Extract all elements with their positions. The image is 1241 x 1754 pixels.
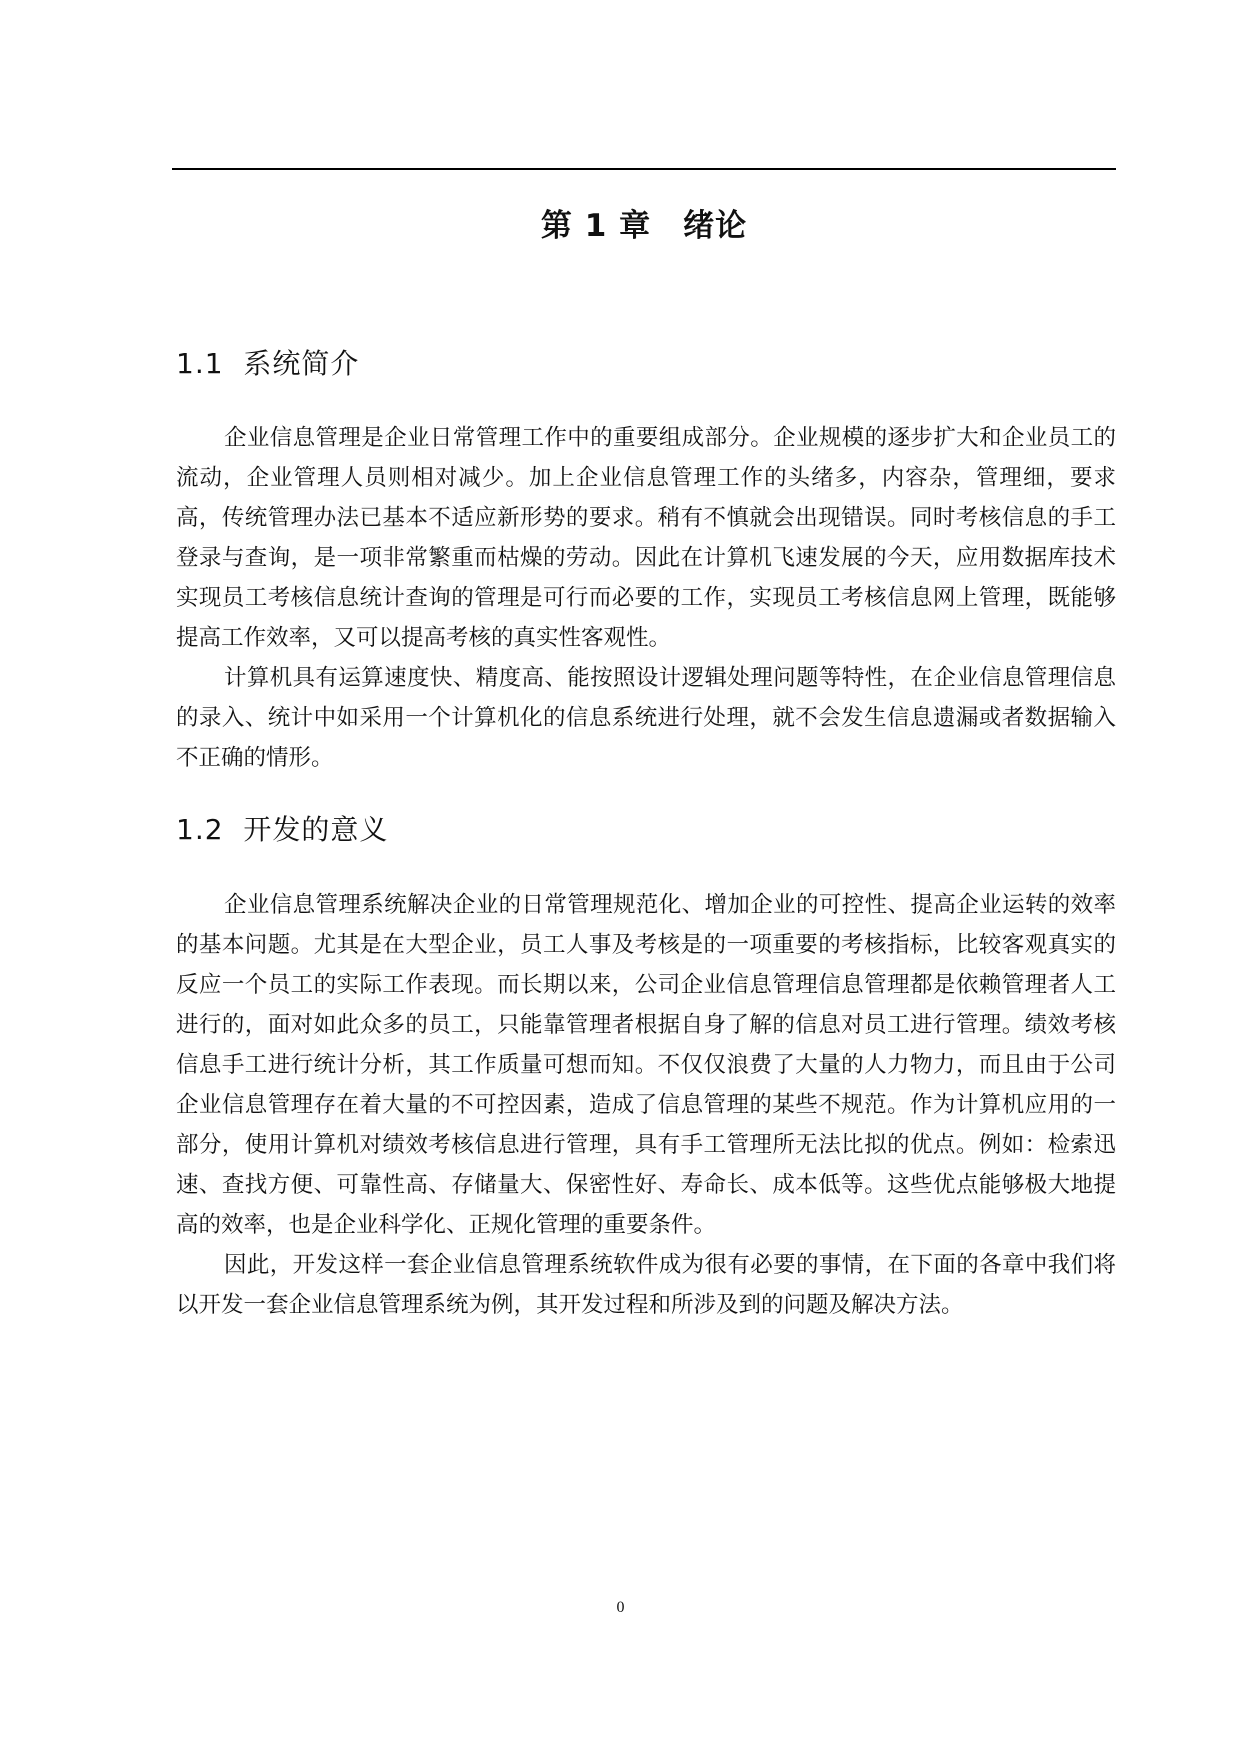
paragraph: 企业信息管理是企业日常管理工作中的重要组成部分。企业规模的逐步扩大和企业员工的流动，企业管理人员则相对减少。加上企业信息管理工作的头绪多，内容杂，管理细，要求高，传统管理办法已基本不适应新形势的要求。稍有不慎就会出现错误。同时考核信息的手工登录与查询，是一项非常繁重而枯燥的劳动。因此在计算机飞速发展的今天，应用数据库技术实现员工考核信息统计查询的管理是可行而必要的工作，实现员工考核信息网上管理，既能够提高工作效率，又可以提高考核的真实性客观性。 — [176, 425, 1116, 651]
section-body-1-1 — [176, 418, 1116, 778]
section-heading-1-1: 1.1 系统简介 — [176, 347, 360, 380]
paragraph: 因此，开发这样一套企业信息管理系统软件成为很有必要的事情，在下面的各章中我们将以开发一套企业信息管理系统为例，其开发过程和所涉及到的问题及解决方法。 — [176, 1252, 1116, 1318]
paragraph: 企业信息管理系统解决企业的日常管理规范化、增加企业的可控性、提高企业运转的效率的基本问题。尤其是在大型企业，员工人事及考核是的一项重要的考核指标，比较客观真实的反应一个员工的实际工作表现。而长期以来，公司企业信息管理信息管理都是依赖管理者人工进行的，面对如此众多的员工，只能靠管理者根据自身了解的信息对员工进行管理。绩效考核信息手工进行统计分析，其工作质量可想而知。不仅仅浪费了大量的人力物力，而且由于公司企业信息管理存在着大量的不可控因素，造成了信息管理的某些不规范。作为计算机应用的一部分，使用计算机对绩效考核信息进行管理，具有手工管理所无法比拟的优点。例如：检索迅速、查找方便、可靠性高、存储量大、保密性好、寿命长、成本低等。这些优点能够极大地提高的效率，也是企业科学化、正规化管理的重要条件。 — [176, 892, 1116, 1238]
section-heading-1-2: 1.2 开发的意义 — [176, 813, 389, 846]
paragraph: 计算机具有运算速度快、精度高、能按照设计逻辑处理问题等特性，在企业信息管理信息的录入、统计中如采用一个计算机化的信息系统进行处理，就不会发生信息遗漏或者数据输入不正确的情形。 — [176, 665, 1116, 771]
header-rule — [172, 168, 1116, 170]
chapter-title: 第 1 章 绪论 — [540, 208, 748, 244]
section-body-1-2 — [176, 885, 1116, 1325]
page-number: 0 — [616, 1599, 625, 1616]
